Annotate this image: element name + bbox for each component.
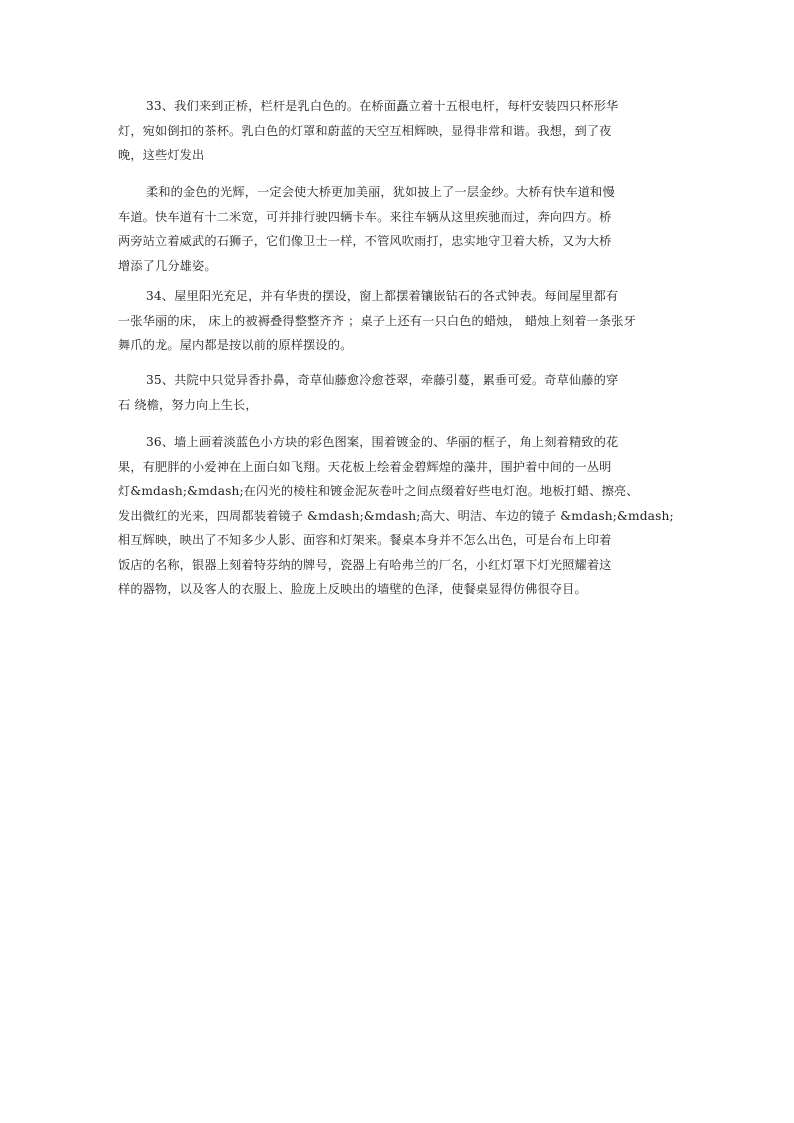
paragraph-33-continued — [118, 180, 678, 278]
paragraph-36 — [118, 430, 678, 602]
text-line: 灯，宛如倒扣的茶杯。乳白色的灯罩和蔚蓝的天空互相辉映，显得非常和谐。我想，到了夜 — [118, 123, 612, 138]
text-line: 柔和的金色的光辉，一定会使大桥更加美丽，犹如披上了一层金纱。大桥有快车道和慢 — [146, 185, 615, 199]
text-line: 石 绕檐，努力向上生长， — [118, 397, 258, 412]
text-line: 34、屋里阳光充足，并有华贵的摆设，窗上都摆着镶嵌钻石的各式钟表。每间屋里都有 — [146, 289, 619, 303]
text-line: 相互辉映，映出了不知多少人影、面容和灯架来。餐桌本身并不怎么出色，可是台布上印着 — [118, 533, 612, 547]
text-line: 35、共院中只觉异香扑鼻，奇草仙藤愈冷愈苍翠，牵藤引蔓，累垂可爱。奇草仙藤的穿 — [146, 373, 619, 387]
text-line: 舞爪的龙。屋内都是按以前的原样摆设的。 — [118, 338, 353, 352]
paragraph-33 — [118, 94, 678, 168]
text-line: 33、我们来到正桥，栏杆是乳白色的。在桥面矗立着十五根电杆，每杆安装四只杯形华 — [146, 99, 619, 113]
text-line: 晚，这些灯发出 — [118, 148, 205, 162]
text-line: 车道。快车道有十二米宽，可并排行驶四辆卡车。来往车辆从这里疾驰而过，奔向四方。桥 — [118, 209, 612, 224]
text-line: 发出微红的光来，四周都装着镜子 &mdash;&mdash;高大、明洁、车边的镜子 &mdash;&mdash; — [118, 508, 674, 523]
text-line: 样的器物，以及客人的衣服上、脸庞上反映出的墙壁的色泽，使餐桌显得仿佛很夺目。 — [118, 582, 587, 596]
text-line: 一张华丽的床， 床上的被褥叠得整整齐齐 ；桌子上还有一只白色的蜡烛， 蜡烛上刻着一条张牙 — [118, 313, 636, 328]
paragraph-35 — [118, 368, 678, 417]
text-line: 两旁站立着威武的石狮子，它们像卫士一样，不管风吹雨打，忠实地守卫着大桥，又为大桥 — [118, 234, 612, 248]
paragraph-34 — [118, 284, 678, 358]
text-line: 果，有肥胖的小爱神在上面白如飞翔。天花板上绘着金碧辉煌的藻井，围护着中间的一丛明 — [118, 459, 612, 474]
text-line: 36、墙上画着淡蓝色小方块的彩色图案，围着镀金的、华丽的框子，角上刻着精致的花 — [146, 435, 619, 449]
text-line: 增添了几分雄姿。 — [118, 258, 217, 273]
text-line: 饭店的名称，银器上刻着特芬纳的牌号，瓷器上有哈弗兰的厂名，小红灯罩下灯光照耀着这 — [118, 557, 612, 572]
text-line: 灯&mdash;&mdash;在闪光的棱柱和镀金泥灰卷叶之间点缀着好些电灯泡。地板打蜡、擦亮、 — [118, 484, 639, 498]
